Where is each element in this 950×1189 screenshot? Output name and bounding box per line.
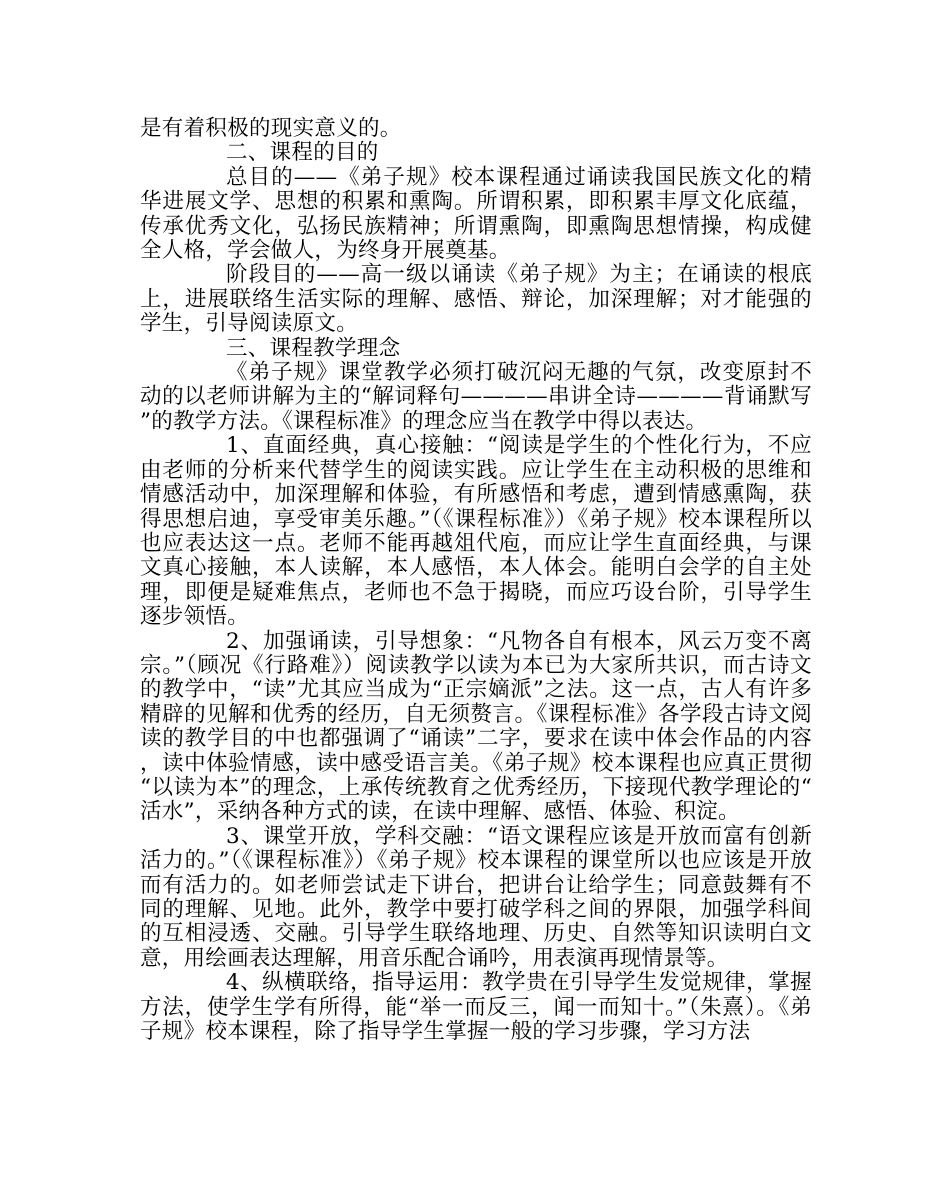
paragraph-point-4: 4、纵横联络，指导运用：教学贵在引导学生发觉规律，掌握方法，使学生学有所得，能“举一而反三，闻一而知十。”（朱熹）。《弟子规》校本课程，除了指导学生掌握一般的学习步骤，学习方法	[140, 970, 812, 1045]
paragraph-philosophy-intro: 《弟子规》课堂教学必须打破沉闷无趣的气氛，改变原封不动的以老师讲解为主的“解词释句————串讲全诗————背诵默写”的教学方法。《课程标准》的理念应当在教学中得以表达。	[140, 360, 812, 434]
paragraph-overall-goal: 总目的——《弟子规》校本课程通过诵读我国民族文化的精华进展文学、思想的积累和熏陶。所谓积累，即积累丰厚文化底蕴，传承优秀文化，弘扬民族精神；所谓熏陶，即熏陶思想情操，构成健全人格，学会做人，为终身开展奠基。	[140, 164, 812, 264]
paragraph-point-1: 1、直面经典，真心接触：“阅读是学生的个性化行为，不应由老师的分析来代替学生的阅读实践。应让学生在主动积极的思维和情感活动中，加深理解和体验，有所感悟和考虑，遭到情感熏陶，获得思想启迪，享受审美乐趣。”（《课程标准》）《弟子规》校本课程所以也应表达这一点。老师不能再越俎代庖，而应让学生直面经典，与课文真心接触，本人读解，本人感悟，本人体会。能明白会学的自主处理，即便是疑难焦点，老师也不急于揭晓，而应巧设台阶，引导学生逐步领悟。	[140, 433, 812, 630]
paragraph-point-3: 3、课堂开放，学科交融：“语文课程应该是开放而富有创新活力的。”（《课程标准》）《弟子规》校本课程的课堂所以也应该是开放而有活力的。如老师尝试走下讲台，把讲台让给学生；同意鼓舞有不同的理解、见地。此外，教学中要打破学科之间的界限，加强学科间的互相浸透、交融。引导学生联络地理、历史、自然等知识读明白文意，用绘画表达理解，用音乐配合诵吟，用表演再现情景等。	[140, 823, 812, 971]
section-heading-goals: 二、课程的目的	[226, 140, 379, 166]
section-heading-philosophy: 三、课程教学理念	[226, 335, 401, 361]
paragraph-point-2: 2、加强诵读，引导想象：“凡物各自有根本，风云万变不离宗。”（顾况《行路难》）阅读教学以读为本已为大家所共识，而古诗文的教学中，“读”尤其应当成为“正宗嫡派”之法。这一点，古人有许多精辟的见解和优秀的经历，自无须赘言。《课程标准》各学段古诗文阅读的教学目的中也都强调了“诵读”二字，要求在读中体会作品的内容，读中体验情感，读中感受语言美。《弟子规》校本课程也应真正贯彻“以读为本”的理念，上承传统教育之优秀经历，下接现代教学理论的“活水”，采纳各种方式的读，在读中理解、感悟、体验、积淀。	[140, 628, 812, 825]
paragraph-stage-goal: 阶段目的——高一级以诵读《弟子规》为主；在诵读的根底上，进展联络生活实际的理解、感悟、辩论，加深理解；对才能强的学生，引导阅读原文。	[140, 262, 812, 337]
continuation-text: 是有着积极的现实意义的。	[140, 116, 402, 141]
document-page	[140, 117, 812, 1044]
